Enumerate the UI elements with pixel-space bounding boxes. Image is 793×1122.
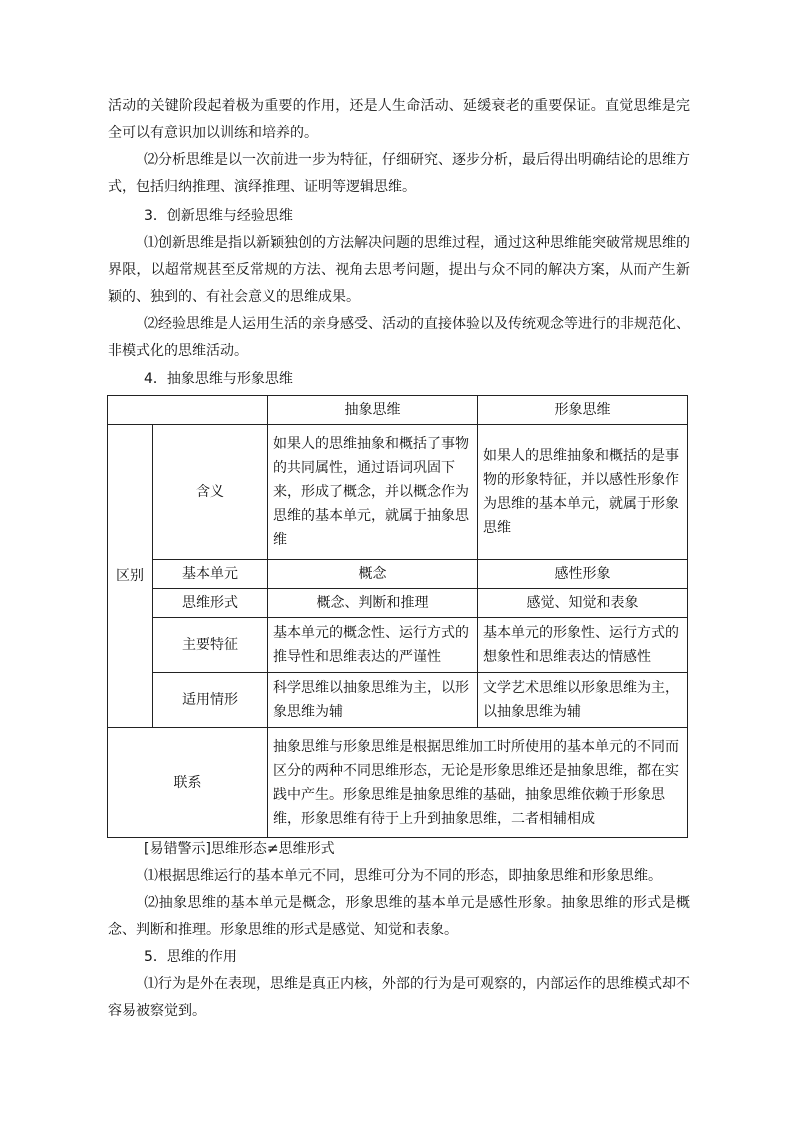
cell-abstract: 科学思维以抽象思维为主，以形象思维为辅 [268, 673, 478, 728]
table-header-row [108, 396, 688, 425]
table-row [108, 425, 688, 560]
row-label: 含义 [153, 425, 268, 560]
cell-abstract: 概念、判断和推理 [268, 589, 478, 618]
cell-abstract: 基本单元的概念性、运行方式的推导性和思维表达的严谨性 [268, 618, 478, 673]
cell-image: 感觉、知觉和表象 [478, 589, 688, 618]
table-corner-cell [108, 396, 268, 425]
connection-label: 联系 [108, 728, 268, 838]
paragraph-forms-text: ⑴根据思维运行的基本单元不同，思维可分为不同的形态，即抽象思维和形象思维。 [144, 868, 662, 884]
cell-image: 文学艺术思维以形象思维为主，以抽象思维为辅 [478, 673, 688, 728]
group-label-difference: 区别 [108, 425, 153, 728]
cell-abstract: 概念 [268, 560, 478, 589]
table-row [108, 589, 688, 618]
paragraph-basic-units [108, 890, 690, 944]
cell-image: 基本单元的形象性、运行方式的想象性和思维表达的情感性 [478, 618, 688, 673]
paragraph-behavior-text: ⑴行为是外在表现，思维是真正内核，外部的行为是可观察的，内部运作的思维模式却不容易被察觉到。 [108, 976, 690, 1019]
paragraph-intuition-end: 活动的关键阶段起着极为重要的作用，还是人生命活动、延缓衰老的重要保证。直觉思维是完全可以有意识加以训练和培养的。 [108, 98, 690, 141]
table-row [108, 618, 688, 673]
paragraph-innovative-thinking [108, 230, 690, 311]
header-image-thinking: 形象思维 [478, 396, 688, 425]
table-row [108, 560, 688, 589]
cell-image: 如果人的思维抽象和概括的是事物的形象特征，并以感性形象作为思维的基本单元，就属于形象思维 [478, 425, 688, 560]
paragraph-basic-units-text: ⑵抽象思维的基本单元是概念，形象思维的基本单元是感性形象。抽象思维的形式是概念、判断和推理。形象思维的形式是感觉、知觉和表象。 [108, 895, 690, 938]
connection-text: 抽象思维与形象思维是根据思维加工时所使用的基本单元的不同而区分的两种不同思维形态，无论是形象思维还是抽象思维，都在实践中产生。形象思维是抽象思维的基础，抽象思维依赖于形象思维，形象思维有待于上升到抽象思维，二者相辅相成 [268, 728, 688, 838]
table-row [108, 673, 688, 728]
cell-image: 感性形象 [478, 560, 688, 589]
header-abstract-thinking: 抽象思维 [268, 396, 478, 425]
paragraph-empirical-thinking [108, 311, 690, 365]
row-label: 思维形式 [153, 589, 268, 618]
row-label: 适用情形 [153, 673, 268, 728]
heading-innovative-vs-empirical: 3．创新思维与经验思维 [144, 208, 293, 224]
table-row-connection [108, 728, 688, 838]
paragraph-analytic-text: ⑵分析思维是以一次前进一步为特征，仔细研究、逐步分析，最后得出明确结论的思维方式，包括归纳推理、演绎推理、证明等逻辑思维。 [108, 152, 690, 195]
heading-abstract-vs-image: 4．抽象思维与形象思维 [144, 371, 293, 387]
paragraph-behavior [108, 971, 690, 1025]
paragraph-innovative-text: ⑴创新思维是指以新颖独创的方法解决问题的思维过程，通过这种思维能突破常规思维的界限，以超常规甚至反常规的方法、视角去思考问题，提出与众不同的解决方案，从而产生新颖的、独到的、有社会意义的思维成果。 [108, 235, 690, 305]
warning-note: [易错警示]思维形态≠思维形式 [144, 841, 335, 857]
row-label: 基本单元 [153, 560, 268, 589]
paragraph-empirical-text: ⑵经验思维是人运用生活的亲身感受、活动的直接体验以及传统观念等进行的非规范化、非模式化的思维活动。 [108, 316, 690, 359]
row-label: 主要特征 [153, 618, 268, 673]
paragraph-forms [108, 863, 690, 890]
heading-role-of-thinking: 5．思维的作用 [144, 949, 237, 965]
cell-abstract: 如果人的思维抽象和概括了事物的共同属性，通过语词巩固下来，形成了概念，并以概念作为思维的基本单元，就属于抽象思维 [268, 425, 478, 560]
comparison-table [107, 395, 688, 838]
paragraph-analytic-thinking [108, 147, 690, 201]
